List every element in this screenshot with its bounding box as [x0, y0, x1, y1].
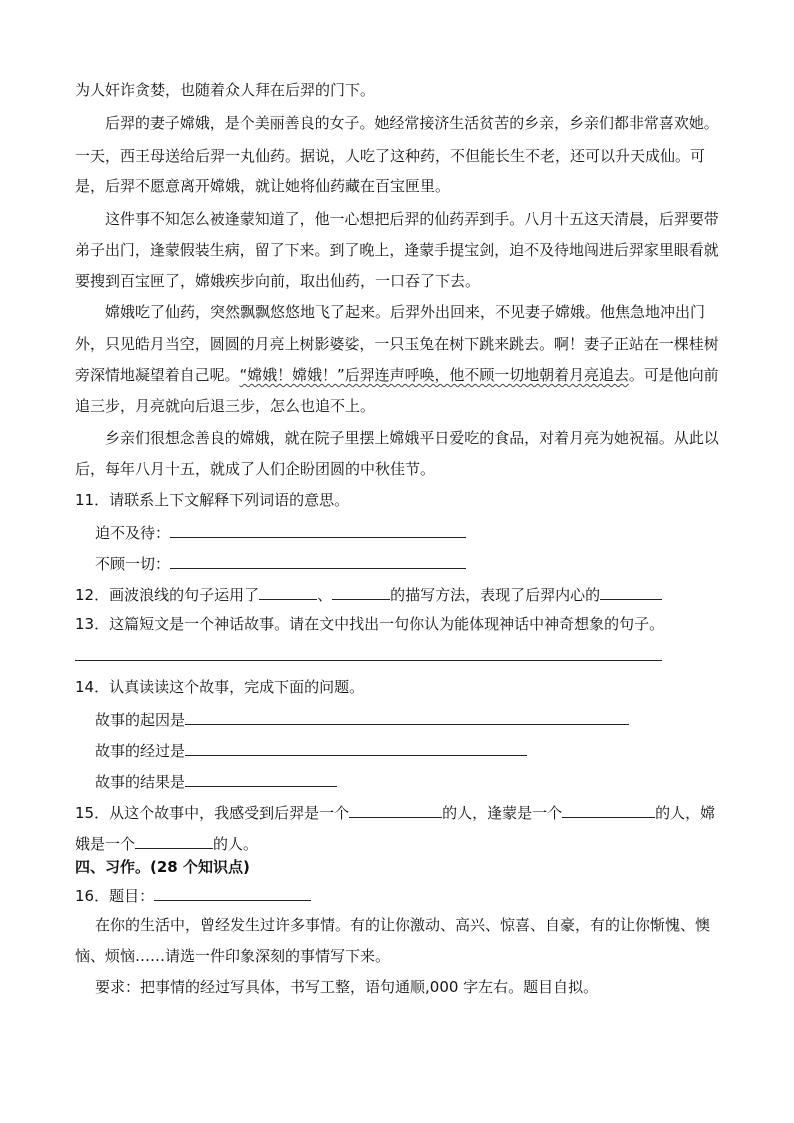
answer-blank[interactable] [600, 583, 662, 600]
answer-blank[interactable] [170, 552, 466, 569]
wavy-underlined-sentence: “嫦娥！嫦娥！”后羿连声呼唤，他不顾一切地朝着月亮追去 [239, 366, 629, 384]
q11-label-a: 迫不及待： [95, 524, 171, 542]
q15-text: 15．从这个故事中，我感受到后羿是一个 [75, 804, 350, 822]
answer-blank[interactable] [170, 521, 466, 538]
question-16 [75, 884, 311, 906]
answer-blank[interactable] [562, 801, 655, 818]
passage-line: 一天，西王母送给后羿一丸仙药。据说，人吃了这种药，不但能长生不老，还可以升天成仙。可 [75, 147, 706, 165]
passage-text: 。可是他向前 [628, 366, 719, 384]
q14-item-a [95, 708, 629, 730]
passage-line: 这件事不知怎么被逢蒙知道了，他一心想把后羿的仙药弄到手。八月十五这天清晨，后羿要带 [105, 210, 719, 228]
question-15-cont [75, 832, 258, 854]
answer-blank[interactable] [332, 583, 390, 600]
answer-blank[interactable] [185, 739, 527, 756]
question-15 [75, 801, 715, 823]
q11-item-a [95, 521, 466, 543]
passage-line: 乡亲们很想念善良的嫦娥，就在院子里摆上嫦娥平日爱吃的食品，对着月亮为她祝福。从此以 [105, 429, 719, 447]
q14-label-b: 故事的经过是 [95, 742, 186, 760]
section-heading: 四、习作。(28 个知识点) [75, 858, 250, 876]
q14-label-a: 故事的起因是 [95, 711, 186, 729]
question-12 [75, 583, 662, 605]
q11-item-b [95, 552, 466, 574]
passage-line [75, 365, 719, 385]
writing-requirement: 要求：把事情的经过写具体，书写工整，语句通顺,000 字左右。题目自拟。 [95, 978, 599, 996]
passage-line: 是，后羿不愿意离开嫦娥，就让她将仙药藏在百宝匣里。 [75, 177, 451, 195]
writing-prompt-line: 在你的生活中，曾经发生过许多事情。有的让你激动、高兴、惊喜、自豪，有的让你惭愧、懊 [95, 916, 711, 934]
question-13: 13．这篇短文是一个神话故事。请在文中找出一句你认为能体现神话中神奇想象的句子。 [75, 615, 665, 633]
q14-item-c [95, 770, 337, 792]
passage-line: 为人奸诈贪婪，也随着众人拜在后羿的门下。 [75, 81, 376, 99]
writing-prompt-line: 恼、烦恼……请选一件印象深刻的事情写下来。 [75, 947, 391, 965]
answer-blank[interactable] [259, 583, 317, 600]
question-14: 14．认真读读这个故事，完成下面的问题。 [75, 678, 365, 696]
question-11: 11．请联系上下文解释下列词语的意思。 [75, 491, 350, 509]
title-blank[interactable] [154, 884, 311, 901]
passage-line: 后羿的妻子嫦娥，是个美丽善良的女子。她经常接济生活贫苦的乡亲，乡亲们都非常喜欢她。 [105, 114, 719, 132]
q12-text: 的描写方法，表现了后羿内心的 [390, 586, 601, 604]
passage-line: 后，每年八月十五，就成了人们企盼团圆的中秋佳节。 [75, 460, 436, 478]
answer-line[interactable] [75, 660, 662, 661]
passage-line: 要搜到百宝匣了，嫦娥疾步向前，取出仙药，一口吞了下去。 [75, 272, 481, 290]
passage-line: 弟子出门，逢蒙假装生病，留了下来。到了晚上，逢蒙手提宝剑，迫不及待地闯进后羿家里眼看就 [75, 241, 719, 259]
answer-blank[interactable] [349, 801, 442, 818]
q12-text: 12．画波浪线的句子运用了 [75, 586, 260, 604]
q11-label-b: 不顾一切： [95, 555, 171, 573]
answer-blank[interactable] [135, 832, 213, 849]
passage-text: 旁深情地凝望着自己呢。 [75, 366, 240, 384]
passage-line: 外，只见皓月当空，圆圆的月亮上树影婆娑，一只玉兔在树下跳来跳去。啊！妻子正站在一棵桂树 [75, 335, 719, 353]
q14-item-b [95, 739, 527, 761]
q16-label: 16．题目： [75, 887, 155, 905]
passage-line: 追三步，月亮就向后退三步，怎么也追不上。 [75, 397, 376, 415]
q15-text: 的人，逢蒙是一个 [442, 804, 563, 822]
q15-text: 娥是一个 [75, 835, 136, 853]
q12-text: 、 [317, 586, 333, 604]
passage-line: 嫦娥吃了仙药，突然飘飘悠悠地飞了起来。后羿外出回来，不见妻子嫦娥。他焦急地冲出门 [105, 303, 706, 321]
q14-label-c: 故事的结果是 [95, 773, 186, 791]
q15-text: 的人。 [213, 835, 259, 853]
answer-blank[interactable] [185, 708, 629, 725]
answer-blank[interactable] [185, 770, 337, 787]
q15-text: 的人，嫦 [655, 804, 716, 822]
